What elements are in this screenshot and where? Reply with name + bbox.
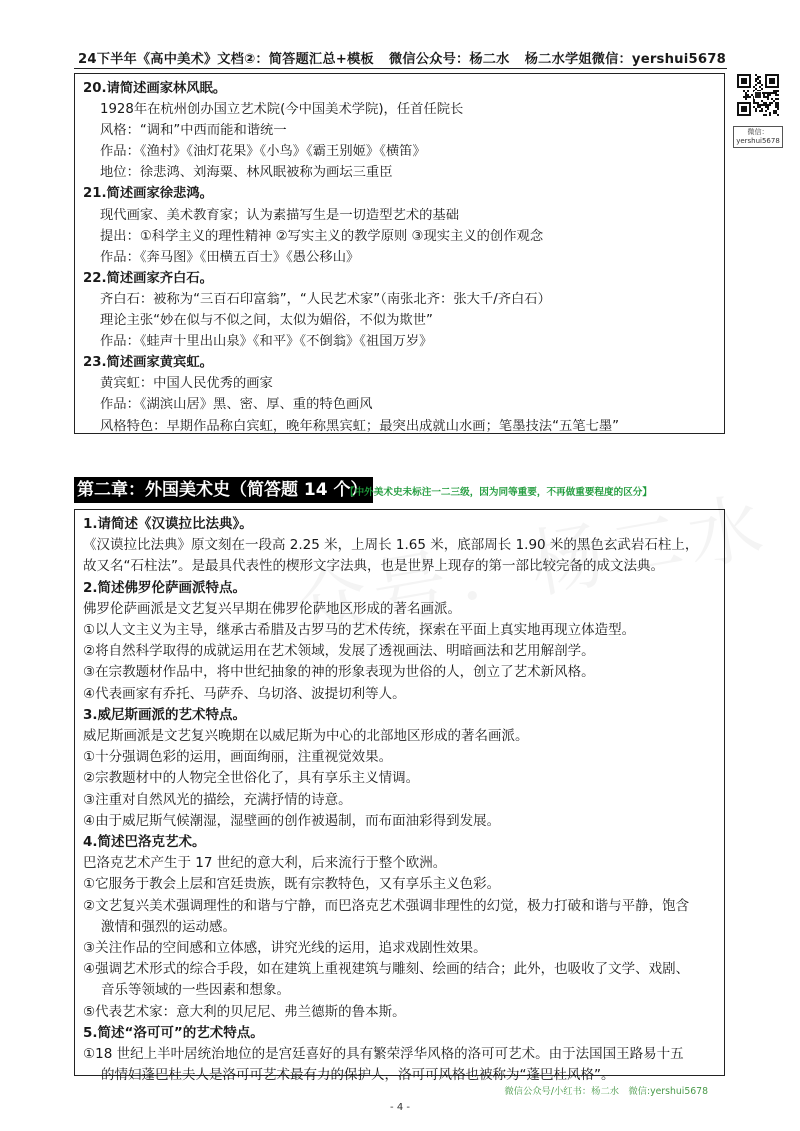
footer-contact: 微信公众号/小红书：杨二水 微信:yershui5678 <box>504 1086 708 1097</box>
answer-line: ④强调艺术形式的综合手段，如在建筑上重视建筑与雕刻、绘画的结合；此外，也吸收了文学、戏剧、 <box>83 961 690 978</box>
question-heading: 23.简述画家黄宾虹。 <box>83 355 213 371</box>
question-heading: 2.简述佛罗伦萨画派特点。 <box>83 579 247 596</box>
answer-line: ①十分强调色彩的运用，画面绚丽，注重视觉效果。 <box>83 749 393 766</box>
answer-line: 作品：《奔马图》《田横五百士》《愚公移山》 <box>100 249 360 265</box>
answer-line: 现代画家、美术教育家；认为素描写生是一切造型艺术的基础 <box>100 207 460 223</box>
question-heading: 22.简述画家齐白石。 <box>83 270 213 286</box>
answer-line: 故又名“石柱法”。是最具代表性的楔形文字法典，也是世界上现存的第一部比较完备的成文法典。 <box>83 558 664 575</box>
answer-line: ③在宗教题材作品中，将中世纪抽象的神的形象表现为世俗的人，创立了艺术新风格。 <box>83 664 595 681</box>
answer-line: 风格特色：早期作品称白宾虹，晚年称黑宾虹；最突出成就山水画；笔墨技法“五笔七墨” <box>100 418 620 434</box>
answer-line: ①以人文主义为主导，继承古希腊及古罗马的艺术传统，探索在平面上真实地再现立体造型。 <box>83 622 636 639</box>
qr-caption: 微信：yershui5678 <box>733 126 783 148</box>
answer-line: 激情和强烈的运动感。 <box>101 918 236 935</box>
page-number: - 4 - <box>390 1102 410 1113</box>
answer-line: 齐白石：被称为“三百石印富翁”，“人民艺术家”（南张北齐：张大千/齐白石） <box>100 291 551 307</box>
answer-line: ③注重对自然风光的描绘，充满抒情的诗意。 <box>83 791 352 808</box>
answer-line: ④由于威尼斯气候潮湿，湿壁画的创作被遏制，而布面油彩得到发展。 <box>83 812 501 829</box>
answer-line: 巴洛克艺术产生于 17 世纪的意大利，后来流行于整个欧洲。 <box>83 855 447 872</box>
answer-line: 佛罗伦萨画派是文艺复兴早期在佛罗伦萨地区形成的著名画派。 <box>83 600 461 617</box>
answer-line: 黄宾虹：中国人民优秀的画家 <box>100 376 273 392</box>
foreign-art-history-section <box>74 509 725 1084</box>
question-heading: 20.请简述画家林风眠。 <box>83 81 227 96</box>
answer-line: ③关注作品的空间感和立体感，讲究光线的运用，追求戏剧性效果。 <box>83 940 487 957</box>
question-heading: 5.简述“洛可可”的艺术特点。 <box>83 1024 264 1041</box>
answer-line: 的情妇蓬巴杜夫人是洛可可艺术最有力的保护人，洛可可风格也被称为“蓬巴杜风格”。 <box>101 1067 615 1084</box>
answer-line: 作品：《渔村》《油灯花果》《小鸟》《霸王别姬》《横笛》 <box>100 144 426 160</box>
answer-line: ①它服务于教会上层和宫廷贵族，既有宗教特色，又有享乐主义色彩。 <box>83 876 501 893</box>
question-heading: 1.请简述《汉谟拉比法典》。 <box>83 516 253 532</box>
page-header <box>78 48 726 66</box>
answer-line: 威尼斯画派是文艺复兴晚期在以威尼斯为中心的北部地区形成的著名画派。 <box>83 728 529 745</box>
qr-code-icon <box>736 73 780 123</box>
answer-line: ④代表画家有乔托、马萨乔、乌切洛、波提切利等人。 <box>83 685 406 702</box>
question-heading: 21.简述画家徐悲鸿。 <box>83 186 213 202</box>
chapter-note: 【中外美术史未标注一二三级，因为同等重要，不再做重要程度的区分】 <box>345 487 652 498</box>
answer-line: 《汉谟拉比法典》原文刻在一段高 2.25 米，上周长 1.65 米，底部周长 1.90 米的黑色玄武岩石柱上， <box>83 537 699 554</box>
chapter-title: 第二章：外国美术史（简答题 14 个） <box>74 477 373 503</box>
question-heading: 3.威尼斯画派的艺术特点。 <box>83 706 247 723</box>
answer-line: 作品：《蛙声十里出山泉》《和平》《不倒翁》《祖国万岁》 <box>100 334 433 350</box>
question-heading: 4.简述巴洛克艺术。 <box>83 834 206 851</box>
answer-line: ②文艺复兴美术强调理性的和谐与宁静，而巴洛克艺术强调非理性的幻觉，极力打破和谐与平静，饱含 <box>83 897 690 914</box>
answer-line: 地位：徐悲鸿、刘海粟、林风眠被称为画坛三重臣 <box>100 165 393 181</box>
answer-line: 提出：①科学主义的理性精神 ②写实主义的教学原则 ③现实主义的创作观念 <box>100 228 544 244</box>
answer-line: ②将自然科学取得的成就运用在艺术领域，发展了透视画法、明暗画法和艺用解剖学。 <box>83 643 595 660</box>
answer-line: 风格：“调和”中西而能和谐统一 <box>100 123 287 139</box>
document-title: 24下半年《高中美术》文档②：简答题汇总+模板 <box>78 52 374 67</box>
chinese-painters-section <box>74 73 725 434</box>
wechat-contact: 杨二水学姐微信：yershui5678 <box>524 52 726 67</box>
header-divider <box>74 68 727 69</box>
answer-line: ②宗教题材中的人物完全世俗化了，具有享乐主义情调。 <box>83 770 420 787</box>
answer-line: 理论主张“妙在似与不似之间，太似为媚俗，不似为欺世” <box>100 313 433 329</box>
wechat-public-account: 微信公众号：杨二水 <box>389 52 510 67</box>
answer-line: 1928年在杭州创办国立艺术院(今中国美术学院)，任首任院长 <box>100 102 464 118</box>
answer-line: 作品：《湖滨山居》黑、密、厚、重的特色画风 <box>100 397 373 413</box>
answer-line: 音乐等领域的一些因素和想象。 <box>101 982 290 999</box>
answer-line: ⑤代表艺术家：意大利的贝尼尼、弗兰德斯的鲁本斯。 <box>83 1003 406 1020</box>
answer-line: ①18 世纪上半叶居统治地位的是宫廷喜好的具有繁荣浮华风格的洛可可艺术。由于法国国王路易十五 <box>83 1046 684 1063</box>
